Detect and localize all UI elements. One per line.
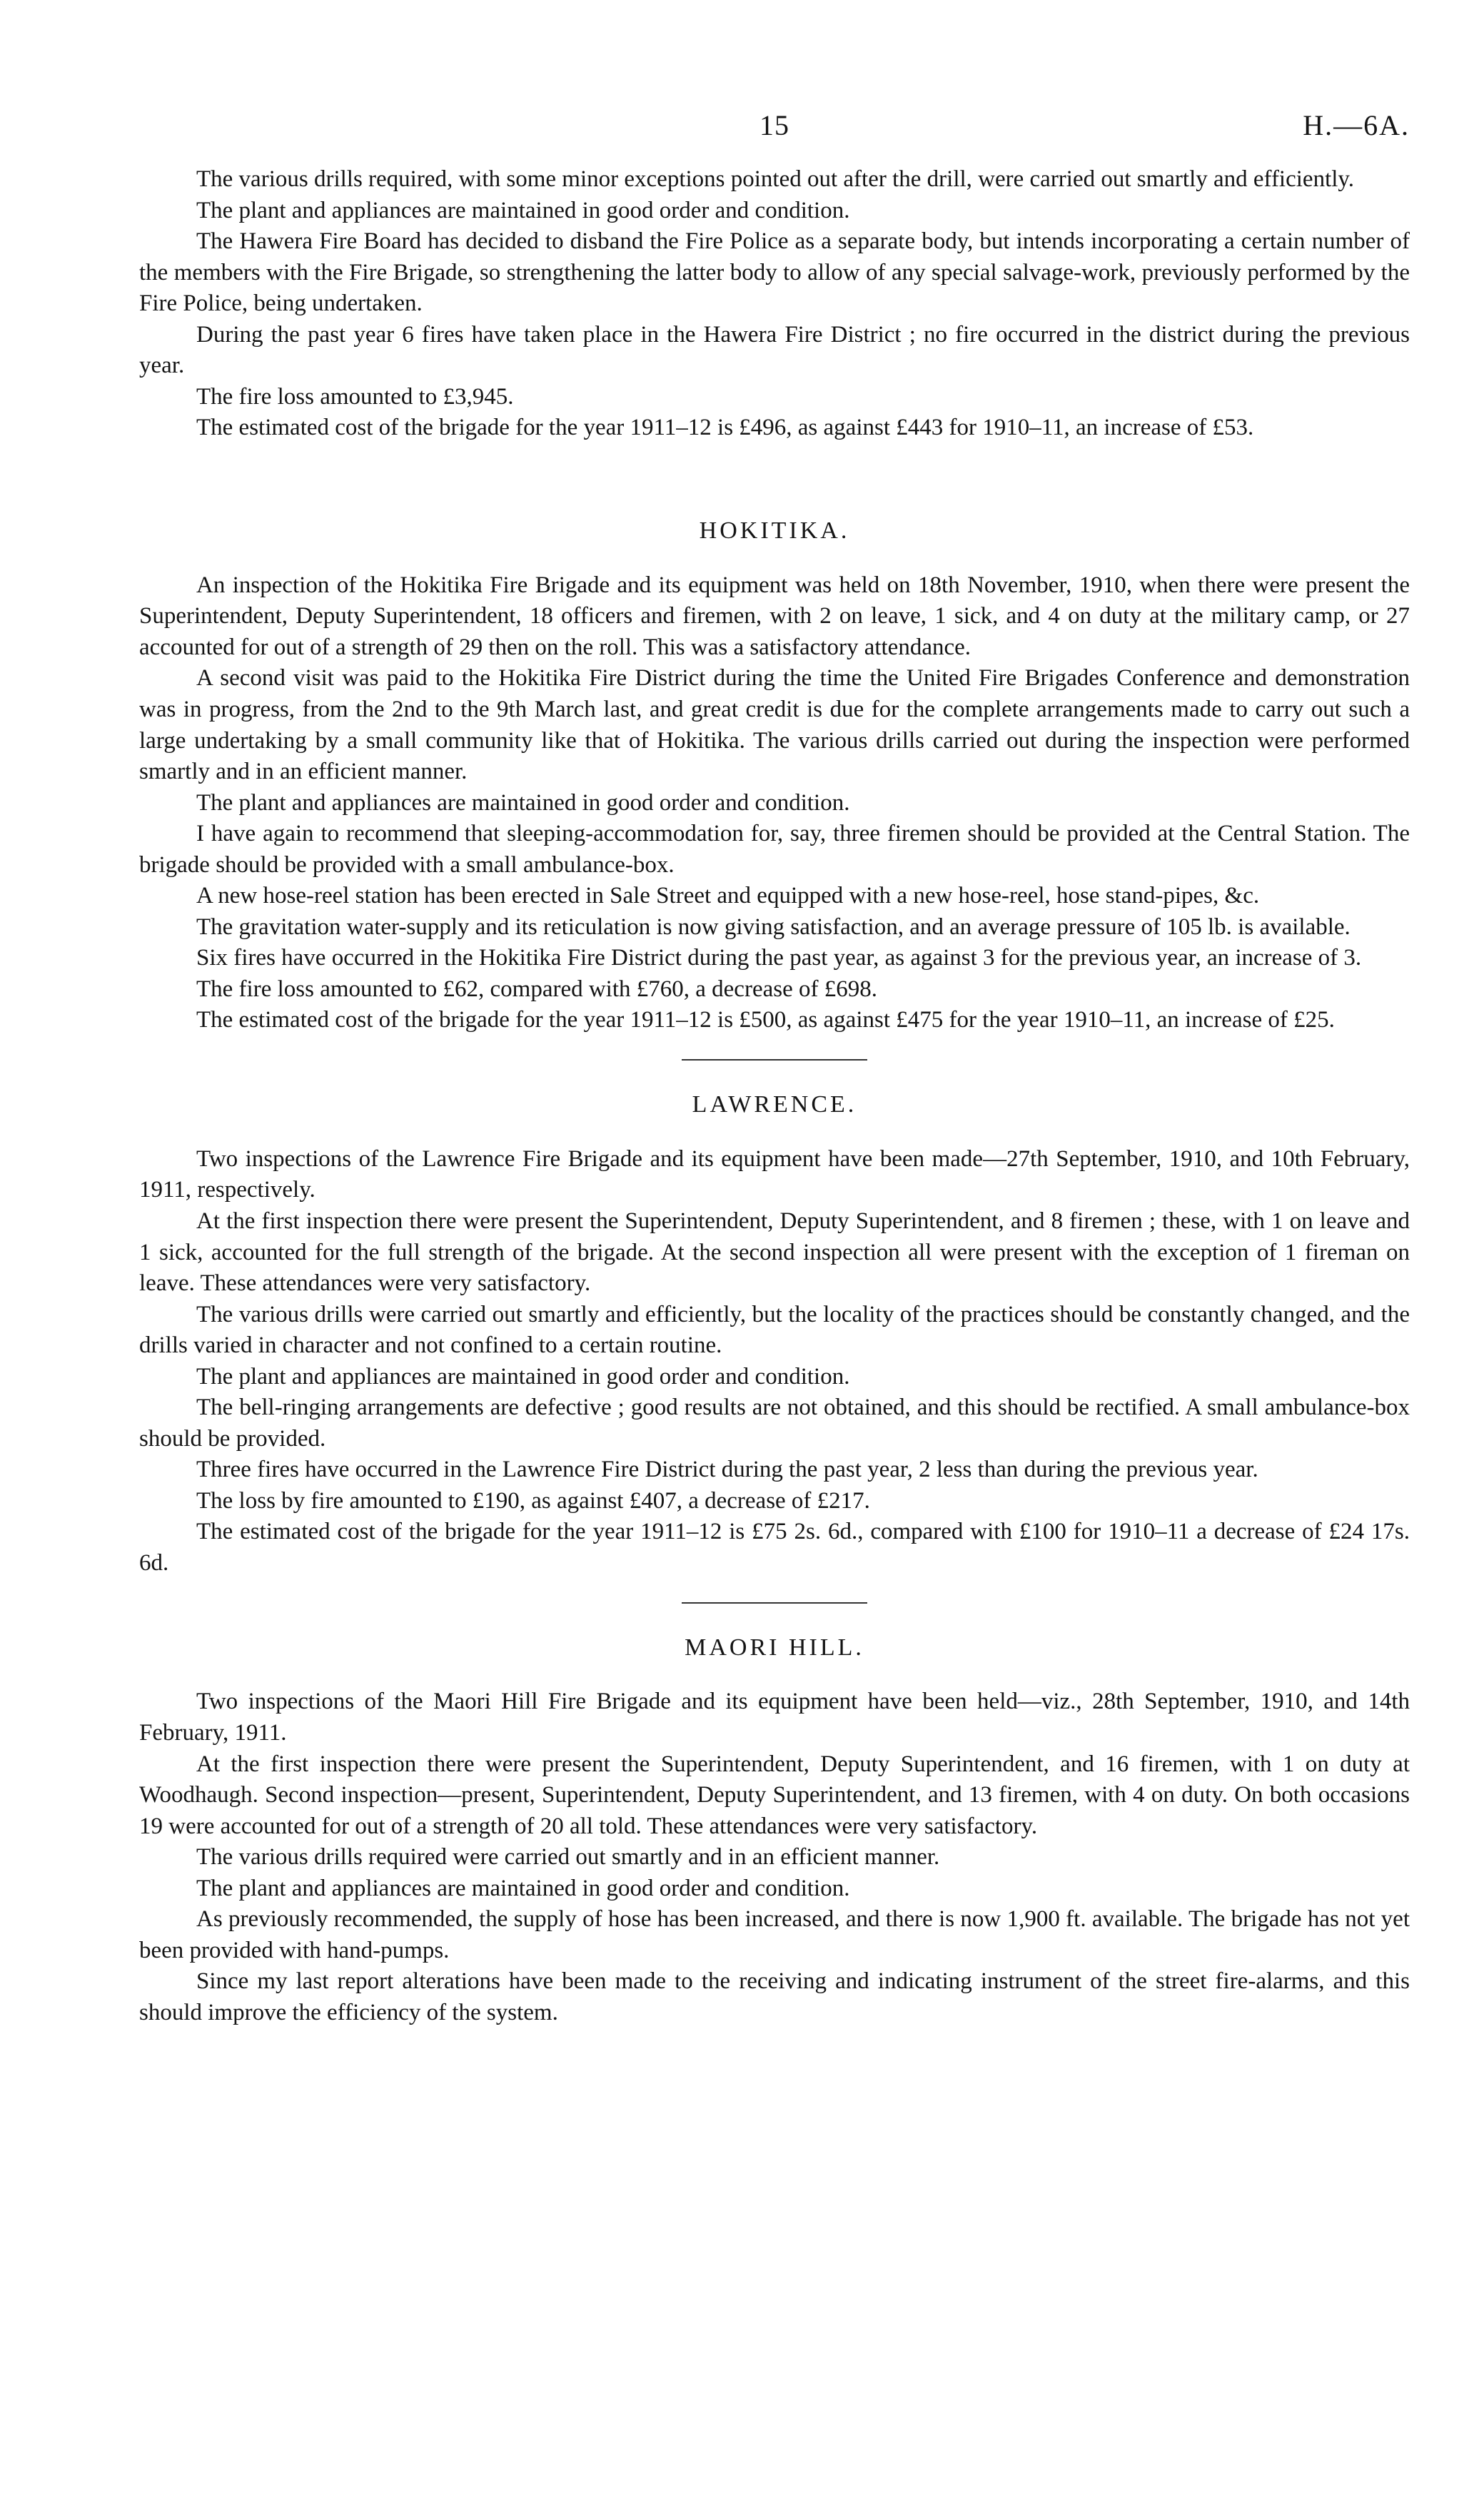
paragraph: The plant and appliances are maintained in good order and condition. [196, 1875, 850, 1901]
paragraph: The gravitation water-supply and its reticulation is now giving satisfaction, and an average pressure of 105 lb. is available. [196, 914, 1351, 940]
paragraph: The bell-ringing arrangements are defective ; good results are not obtained, and this should be rectified. A small ambulance-box should be provided. [139, 1395, 1410, 1452]
paragraph: The fire loss amounted to £3,945. [196, 383, 514, 410]
paragraph: The estimated cost of the brigade for the year 1911–12 is £500, as against £475 for the year 1910–11, an increase of £25. [196, 1007, 1335, 1033]
paragraph: The various drills were carried out smartly and efficiently, but the locality of the practices should be constantly changed, and the drills varied in character and not confined to a certain routine. [139, 1301, 1410, 1359]
intro-section [139, 164, 1410, 444]
paragraph: An inspection of the Hokitika Fire Brigade and its equipment was held on 18th November, 1910, when there were present the Superintendent, Deputy Superintendent, 18 officers and firemen, with 2 on leave, 1 sick, and 4 on duty at the military camp, or 27 accounted for out of a strength of 29 then on the roll. This was a satisfactory attendance. [139, 572, 1410, 660]
paragraph: Three fires have occurred in the Lawrence Fire District during the past year, 2 less than during the previous year. [196, 1457, 1258, 1483]
paragraph: The fire loss amounted to £62, compared with £760, a decrease of £698. [196, 976, 877, 1002]
document-code: H.—6A. [1303, 109, 1410, 141]
section-title: MAORI HILL. [685, 1634, 864, 1661]
document-page [139, 107, 1410, 2028]
paragraph: At the first inspection there were present the Superintendent, Deputy Superintendent, and 8 firemen ; these, with 1 on leave and 1 sick, accounted for the full strength of the brigade. At the second inspection all were present with the exception of 1 fireman on leave. These attendances were very satisfactory. [139, 1208, 1410, 1297]
paragraph: The plant and appliances are maintained in good order and condition. [196, 197, 850, 223]
paragraph: Two inspections of the Maori Hill Fire Brigade and its equipment have been held—viz., 28th September, 1910, and 14th February, 1911. [139, 1689, 1410, 1746]
paragraph: Six fires have occurred in the Hokitika Fire District during the past year, as against 3 for the previous year, an increase of 3. [196, 945, 1362, 971]
paragraph: As previously recommended, the supply of hose has been increased, and there is now 1,900 ft. available. The brigade has not yet been provided with hand-pumps. [139, 1906, 1410, 1963]
paragraph: I have again to recommend that sleeping-accommodation for, say, three firemen should be provided at the Central Station. The brigade should be provided with a small ambulance-box. [139, 821, 1410, 878]
paragraph: The various drills required, with some minor exceptions pointed out after the drill, were carried out smartly and efficiently. [196, 166, 1355, 192]
paragraph: The various drills required were carried out smartly and in an efficient manner. [196, 1844, 940, 1871]
paragraph: The plant and appliances are maintained in good order and condition. [196, 1363, 850, 1390]
section-title: LAWRENCE. [692, 1091, 857, 1118]
paragraph: The loss by fire amounted to £190, as against £407, a decrease of £217. [196, 1487, 870, 1514]
paragraph: Since my last report alterations have been made to the receiving and indicating instrument of the street fire-alarms, and this should improve the efficiency of the system. [139, 1968, 1410, 2025]
paragraph: A second visit was paid to the Hokitika Fire District during the time the United Fire Brigades Conference and demonstration was in progress, from the 2nd to the 9th March last, and great credit is due for the complete arrangements made to carry out such a large undertaking by a small community like that of Hokitika. The various drills carried out during the inspection were performed smartly and in an efficient manner. [139, 665, 1410, 785]
paragraph: The Hawera Fire Board has decided to disband the Fire Police as a separate body, but intends incorporating a certain number of the members with the Fire Brigade, so strengthening the latter body to allow of any special salvage-work, previously performed by the Fire Police, being undertaken. [139, 228, 1410, 317]
paragraph: At the first inspection there were present the Superintendent, Deputy Superintendent, and 16 firemen, with 1 on duty at Woodhaugh. Second inspection—present, Superintendent, Deputy Superintendent, and 13 firemen, with 4 on duty. On both occasions 19 were accounted for out of a strength of 20 all told. These attendances were very satisfactory. [139, 1751, 1410, 1839]
section-divider [682, 1602, 867, 1604]
section-title: HOKITIKA. [699, 517, 850, 544]
paragraph: The plant and appliances are maintained in good order and condition. [196, 789, 850, 816]
paragraph: A new hose-reel station has been erected in Sale Street and equipped with a new hose-reel, hose stand-pipes, &c. [196, 883, 1260, 909]
paragraph: The estimated cost of the brigade for the year 1911–12 is £496, as against £443 for 1910–11, an increase of £53. [196, 415, 1254, 441]
hokitika-section [139, 515, 1410, 1036]
paragraph: During the past year 6 fires have taken place in the Hawera Fire District ; no fire occurred in the district during the previous year. [139, 321, 1410, 379]
page-number: 15 [759, 109, 789, 141]
lawrence-section [139, 1089, 1410, 1579]
page-header [139, 107, 1410, 150]
section-divider [682, 1059, 867, 1061]
maori-hill-section [139, 1632, 1410, 2029]
paragraph: The estimated cost of the brigade for the year 1911–12 is £75 2s. 6d., compared with £100 for 1910–11 a decrease of £24 17s. 6d. [139, 1519, 1410, 1576]
paragraph: Two inspections of the Lawrence Fire Brigade and its equipment have been made—27th September, 1910, and 10th February, 1911, respectively. [139, 1145, 1410, 1203]
